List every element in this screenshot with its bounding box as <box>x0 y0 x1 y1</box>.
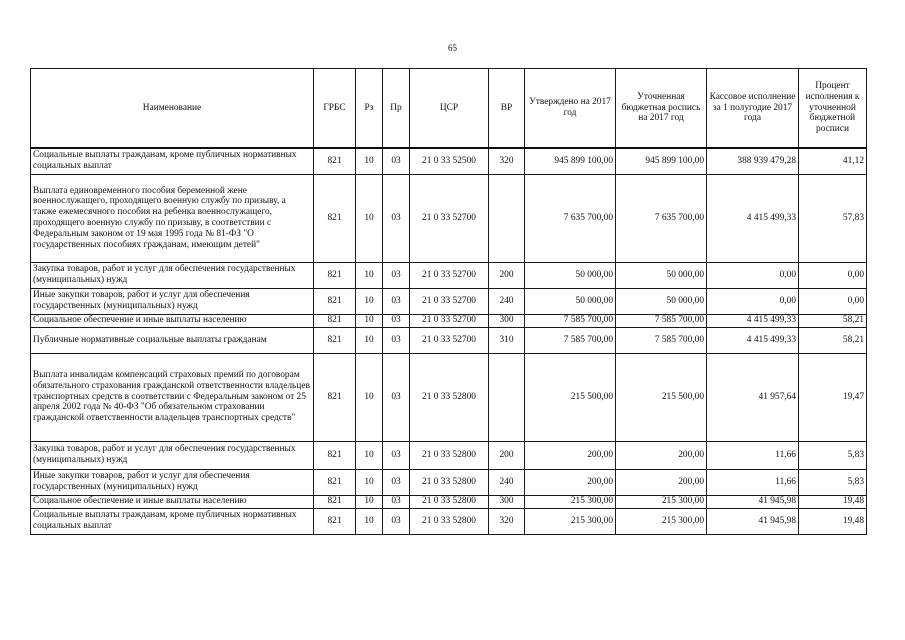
row-approved: 215 300,00 <box>525 508 616 534</box>
row-pr: 03 <box>383 469 410 495</box>
table-row <box>31 148 867 174</box>
table-header-row <box>31 69 867 149</box>
row-grbs: 821 <box>314 327 356 353</box>
row-cash: 41 945,98 <box>707 508 799 534</box>
row-percent: 5,83 <box>799 469 867 495</box>
row-vr: 320 <box>489 508 525 534</box>
row-cash: 0,00 <box>707 262 799 288</box>
row-name: Социальное обеспечение и иные выплаты населению <box>31 314 314 327</box>
row-refined: 945 899 100,00 <box>616 148 707 174</box>
header-approved: Утверждено на 2017 год <box>525 69 616 149</box>
row-pr: 03 <box>383 314 410 327</box>
row-vr: 300 <box>489 314 525 327</box>
header-grbs: ГРБС <box>314 69 356 149</box>
row-csr: 21 0 33 52700 <box>410 288 489 314</box>
row-csr: 21 0 33 52700 <box>410 327 489 353</box>
row-refined: 215 500,00 <box>616 353 707 441</box>
row-csr: 21 0 33 52800 <box>410 469 489 495</box>
row-grbs: 821 <box>314 495 356 508</box>
table-row <box>31 353 867 441</box>
row-rz: 10 <box>356 288 383 314</box>
row-name: Иные закупки товаров, работ и услуг для обеспечения государственных (муниципальных) нужд <box>31 288 314 314</box>
row-vr: 200 <box>489 262 525 288</box>
row-cash: 11,66 <box>707 469 799 495</box>
row-pr: 03 <box>383 148 410 174</box>
row-refined: 215 300,00 <box>616 495 707 508</box>
row-grbs: 821 <box>314 148 356 174</box>
row-csr: 21 0 33 52700 <box>410 174 489 262</box>
row-csr: 21 0 33 52500 <box>410 148 489 174</box>
table-row <box>31 495 867 508</box>
row-pr: 03 <box>383 495 410 508</box>
row-rz: 10 <box>356 314 383 327</box>
table-row <box>31 327 867 353</box>
budget-execution-table <box>30 68 867 535</box>
table-row <box>31 508 867 534</box>
row-name: Выплата единовременного пособия беременной жене военнослужащего, проходящего военную службу по призыву, а также ежемесячного пособия на ребенка военнослужащего, проходящего военную службу по призыву, в соответствии с Федеральным законом от 19 мая 1995 года № 81-ФЗ "О государственных пособиях гражданам, имеющим детей" <box>31 174 314 262</box>
table-row <box>31 314 867 327</box>
row-percent: 5,83 <box>799 441 867 469</box>
row-grbs: 821 <box>314 174 356 262</box>
row-name: Социальные выплаты гражданам, кроме публичных нормативных социальных выплат <box>31 148 314 174</box>
header-percent: Процент исполнения к уточненной бюджетной росписи <box>799 69 867 149</box>
row-approved: 200,00 <box>525 441 616 469</box>
row-refined: 50 000,00 <box>616 288 707 314</box>
row-csr: 21 0 33 52800 <box>410 508 489 534</box>
row-name: Выплата инвалидам компенсаций страховых премий по договорам обязательного страхования гражданской ответственности владельцев транспортных средств в соответствии с Федеральным законом от 25 апреля 2002 года № 40-ФЗ "Об обязательном страховании гражданской ответственности владельцев транспортных средств" <box>31 353 314 441</box>
row-percent: 57,83 <box>799 174 867 262</box>
row-refined: 200,00 <box>616 469 707 495</box>
header-rz: Рз <box>356 69 383 149</box>
row-name: Публичные нормативные социальные выплаты гражданам <box>31 327 314 353</box>
row-name: Закупка товаров, работ и услуг для обеспечения государственных (муниципальных) нужд <box>31 262 314 288</box>
table-row <box>31 174 867 262</box>
row-approved: 50 000,00 <box>525 262 616 288</box>
row-percent: 19,48 <box>799 495 867 508</box>
row-approved: 945 899 100,00 <box>525 148 616 174</box>
row-pr: 03 <box>383 327 410 353</box>
row-grbs: 821 <box>314 441 356 469</box>
row-name: Социальное обеспечение и иные выплаты населению <box>31 495 314 508</box>
row-approved: 200,00 <box>525 469 616 495</box>
row-percent: 19,48 <box>799 508 867 534</box>
row-csr: 21 0 33 52700 <box>410 314 489 327</box>
row-approved: 215 300,00 <box>525 495 616 508</box>
row-rz: 10 <box>356 508 383 534</box>
row-name: Социальные выплаты гражданам, кроме публичных нормативных социальных выплат <box>31 508 314 534</box>
row-cash: 0,00 <box>707 288 799 314</box>
row-rz: 10 <box>356 469 383 495</box>
row-rz: 10 <box>356 174 383 262</box>
page-number: 65 <box>448 43 457 53</box>
row-refined: 215 300,00 <box>616 508 707 534</box>
row-csr: 21 0 33 52800 <box>410 495 489 508</box>
row-vr: 240 <box>489 288 525 314</box>
row-name: Иные закупки товаров, работ и услуг для обеспечения государственных (муниципальных) нужд <box>31 469 314 495</box>
row-grbs: 821 <box>314 508 356 534</box>
row-rz: 10 <box>356 353 383 441</box>
table-row <box>31 441 867 469</box>
row-grbs: 821 <box>314 314 356 327</box>
row-vr: 310 <box>489 327 525 353</box>
row-approved: 7 585 700,00 <box>525 327 616 353</box>
row-rz: 10 <box>356 441 383 469</box>
row-approved: 50 000,00 <box>525 288 616 314</box>
header-refined: Уточненная бюджетная роспись на 2017 год <box>616 69 707 149</box>
row-pr: 03 <box>383 288 410 314</box>
header-cash: Кассовое исполнение за 1 полугодие 2017 года <box>707 69 799 149</box>
header-vr: ВР <box>489 69 525 149</box>
row-percent: 41,12 <box>799 148 867 174</box>
row-cash: 4 415 499,33 <box>707 174 799 262</box>
row-cash: 388 939 479,28 <box>707 148 799 174</box>
row-cash: 41 945,98 <box>707 495 799 508</box>
header-csr: ЦСР <box>410 69 489 149</box>
row-vr: 240 <box>489 469 525 495</box>
row-refined: 7 585 700,00 <box>616 327 707 353</box>
row-rz: 10 <box>356 495 383 508</box>
table-row <box>31 262 867 288</box>
row-csr: 21 0 33 52800 <box>410 441 489 469</box>
row-rz: 10 <box>356 148 383 174</box>
row-cash: 4 415 499,33 <box>707 327 799 353</box>
row-approved: 7 635 700,00 <box>525 174 616 262</box>
row-grbs: 821 <box>314 288 356 314</box>
row-percent: 58,21 <box>799 314 867 327</box>
row-name: Закупка товаров, работ и услуг для обеспечения государственных (муниципальных) нужд <box>31 441 314 469</box>
row-cash: 11,66 <box>707 441 799 469</box>
row-pr: 03 <box>383 174 410 262</box>
row-vr <box>489 353 525 441</box>
row-rz: 10 <box>356 327 383 353</box>
row-refined: 50 000,00 <box>616 262 707 288</box>
row-rz: 10 <box>356 262 383 288</box>
row-approved: 215 500,00 <box>525 353 616 441</box>
row-percent: 0,00 <box>799 262 867 288</box>
row-vr: 300 <box>489 495 525 508</box>
table-row <box>31 288 867 314</box>
row-grbs: 821 <box>314 353 356 441</box>
row-grbs: 821 <box>314 262 356 288</box>
row-cash: 4 415 499,33 <box>707 314 799 327</box>
row-refined: 7 585 700,00 <box>616 314 707 327</box>
row-pr: 03 <box>383 508 410 534</box>
header-name: Наименование <box>31 69 314 149</box>
row-vr <box>489 174 525 262</box>
header-pr: Пр <box>383 69 410 149</box>
row-pr: 03 <box>383 353 410 441</box>
row-csr: 21 0 33 52700 <box>410 262 489 288</box>
table-row <box>31 469 867 495</box>
row-percent: 58,21 <box>799 327 867 353</box>
row-grbs: 821 <box>314 469 356 495</box>
row-vr: 200 <box>489 441 525 469</box>
row-pr: 03 <box>383 441 410 469</box>
row-cash: 41 957,64 <box>707 353 799 441</box>
row-refined: 200,00 <box>616 441 707 469</box>
row-approved: 7 585 700,00 <box>525 314 616 327</box>
row-vr: 320 <box>489 148 525 174</box>
row-pr: 03 <box>383 262 410 288</box>
row-percent: 0,00 <box>799 288 867 314</box>
row-csr: 21 0 33 52800 <box>410 353 489 441</box>
row-percent: 19,47 <box>799 353 867 441</box>
row-refined: 7 635 700,00 <box>616 174 707 262</box>
